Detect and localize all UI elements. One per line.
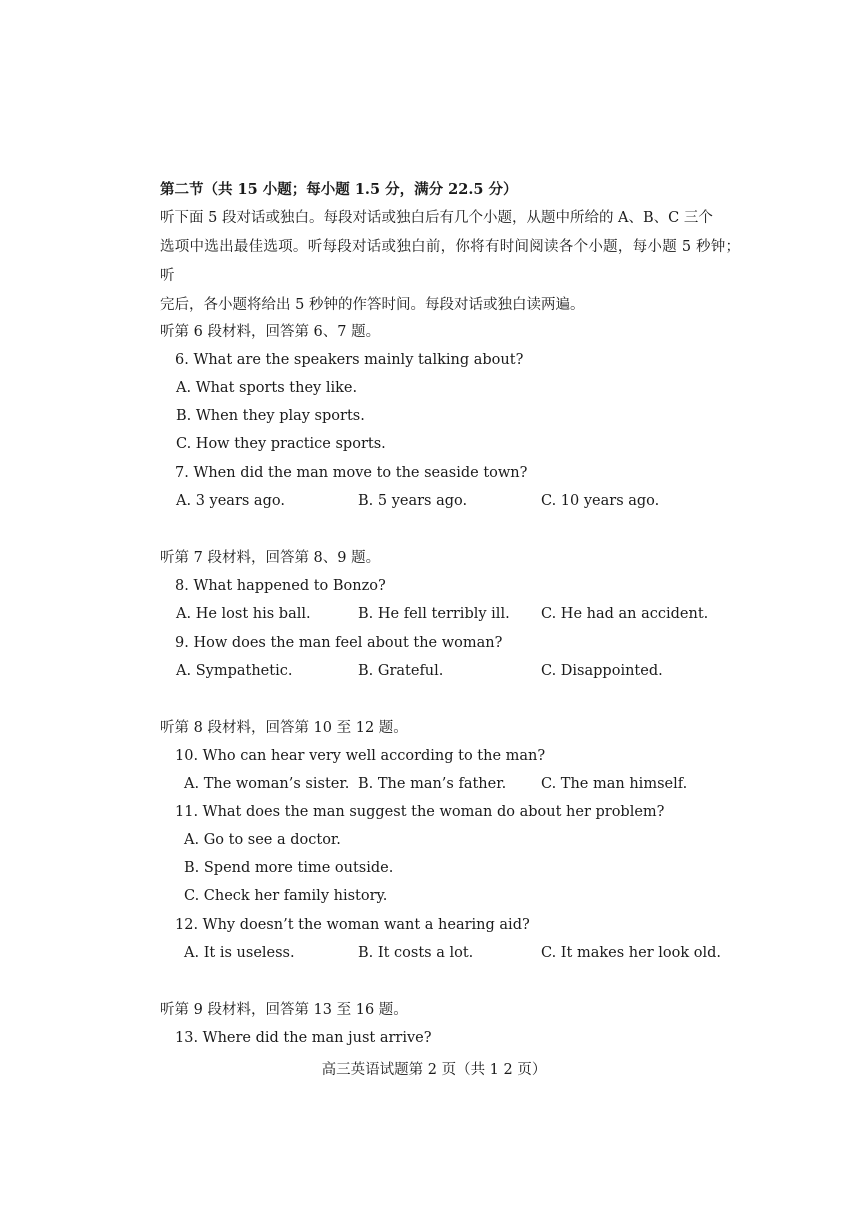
instruction-line: 听下面 5 段对话或独白。每段对话或独白后有几个小题，从题中所给的 A、B、C 三个 bbox=[160, 210, 713, 226]
option-c: C. How they practice sports. bbox=[176, 436, 386, 452]
page-footer: 高三英语试题第 2 页（共 1 2 页） bbox=[321, 1062, 547, 1078]
option-c: C. The man himself. bbox=[541, 776, 688, 792]
option-a: A. Sympathetic. bbox=[176, 663, 293, 679]
group-heading: 听第 8 段材料，回答第 10 至 12 题。 bbox=[160, 720, 408, 736]
option-c: C. 10 years ago. bbox=[541, 493, 660, 509]
option-c: C. He had an accident. bbox=[541, 606, 709, 622]
option-a: A. 3 years ago. bbox=[176, 493, 285, 509]
option-a: A. What sports they like. bbox=[176, 380, 358, 396]
question-stem: 12. Why doesn’t the woman want a hearing aid? bbox=[175, 917, 530, 933]
option-c: C. Check her family history. bbox=[184, 888, 388, 904]
group-heading: 听第 6 段材料，回答第 6、7 题。 bbox=[160, 324, 381, 340]
section-title: 第二节（共 15 小题；每小题 1.5 分，满分 22.5 分） bbox=[160, 181, 518, 198]
section-instructions bbox=[160, 204, 740, 320]
option-b: B. He fell terribly ill. bbox=[358, 606, 510, 622]
group-heading: 听第 7 段材料，回答第 8、9 题。 bbox=[160, 550, 381, 566]
option-b: B. The man’s father. bbox=[358, 776, 507, 792]
option-a: A. He lost his ball. bbox=[176, 606, 311, 622]
option-b: B. It costs a lot. bbox=[358, 945, 474, 961]
question-stem: 7. When did the man move to the seaside town? bbox=[175, 465, 528, 481]
option-b: B. 5 years ago. bbox=[358, 493, 468, 509]
option-b: B. When they play sports. bbox=[176, 408, 365, 424]
option-b: B. Spend more time outside. bbox=[184, 860, 394, 876]
group-heading: 听第 9 段材料，回答第 13 至 16 题。 bbox=[160, 1002, 408, 1018]
option-b: B. Grateful. bbox=[358, 663, 444, 679]
option-a: A. The woman’s sister. bbox=[184, 776, 350, 792]
option-c: C. It makes her look old. bbox=[541, 945, 721, 961]
question-stem: 10. Who can hear very well according to the man? bbox=[175, 748, 546, 764]
option-a: A. It is useless. bbox=[184, 945, 295, 961]
option-a: A. Go to see a doctor. bbox=[184, 832, 341, 848]
option-c: C. Disappointed. bbox=[541, 663, 663, 679]
question-stem: 6. What are the speakers mainly talking about? bbox=[175, 352, 524, 368]
instruction-line: 完后，各小题将给出 5 秒钟的作答时间。每段对话或独白读两遍。 bbox=[160, 297, 585, 313]
question-stem: 11. What does the man suggest the woman do about her problem? bbox=[175, 804, 665, 820]
question-stem: 8. What happened to Bonzo? bbox=[175, 578, 386, 594]
question-stem: 13. Where did the man just arrive? bbox=[175, 1030, 432, 1046]
question-stem: 9. How does the man feel about the woman? bbox=[175, 635, 503, 651]
instruction-line: 选项中选出最佳选项。听每段对话或独白前，你将有时间阅读各个小题，每小题 5 秒钟；听 bbox=[160, 239, 740, 284]
